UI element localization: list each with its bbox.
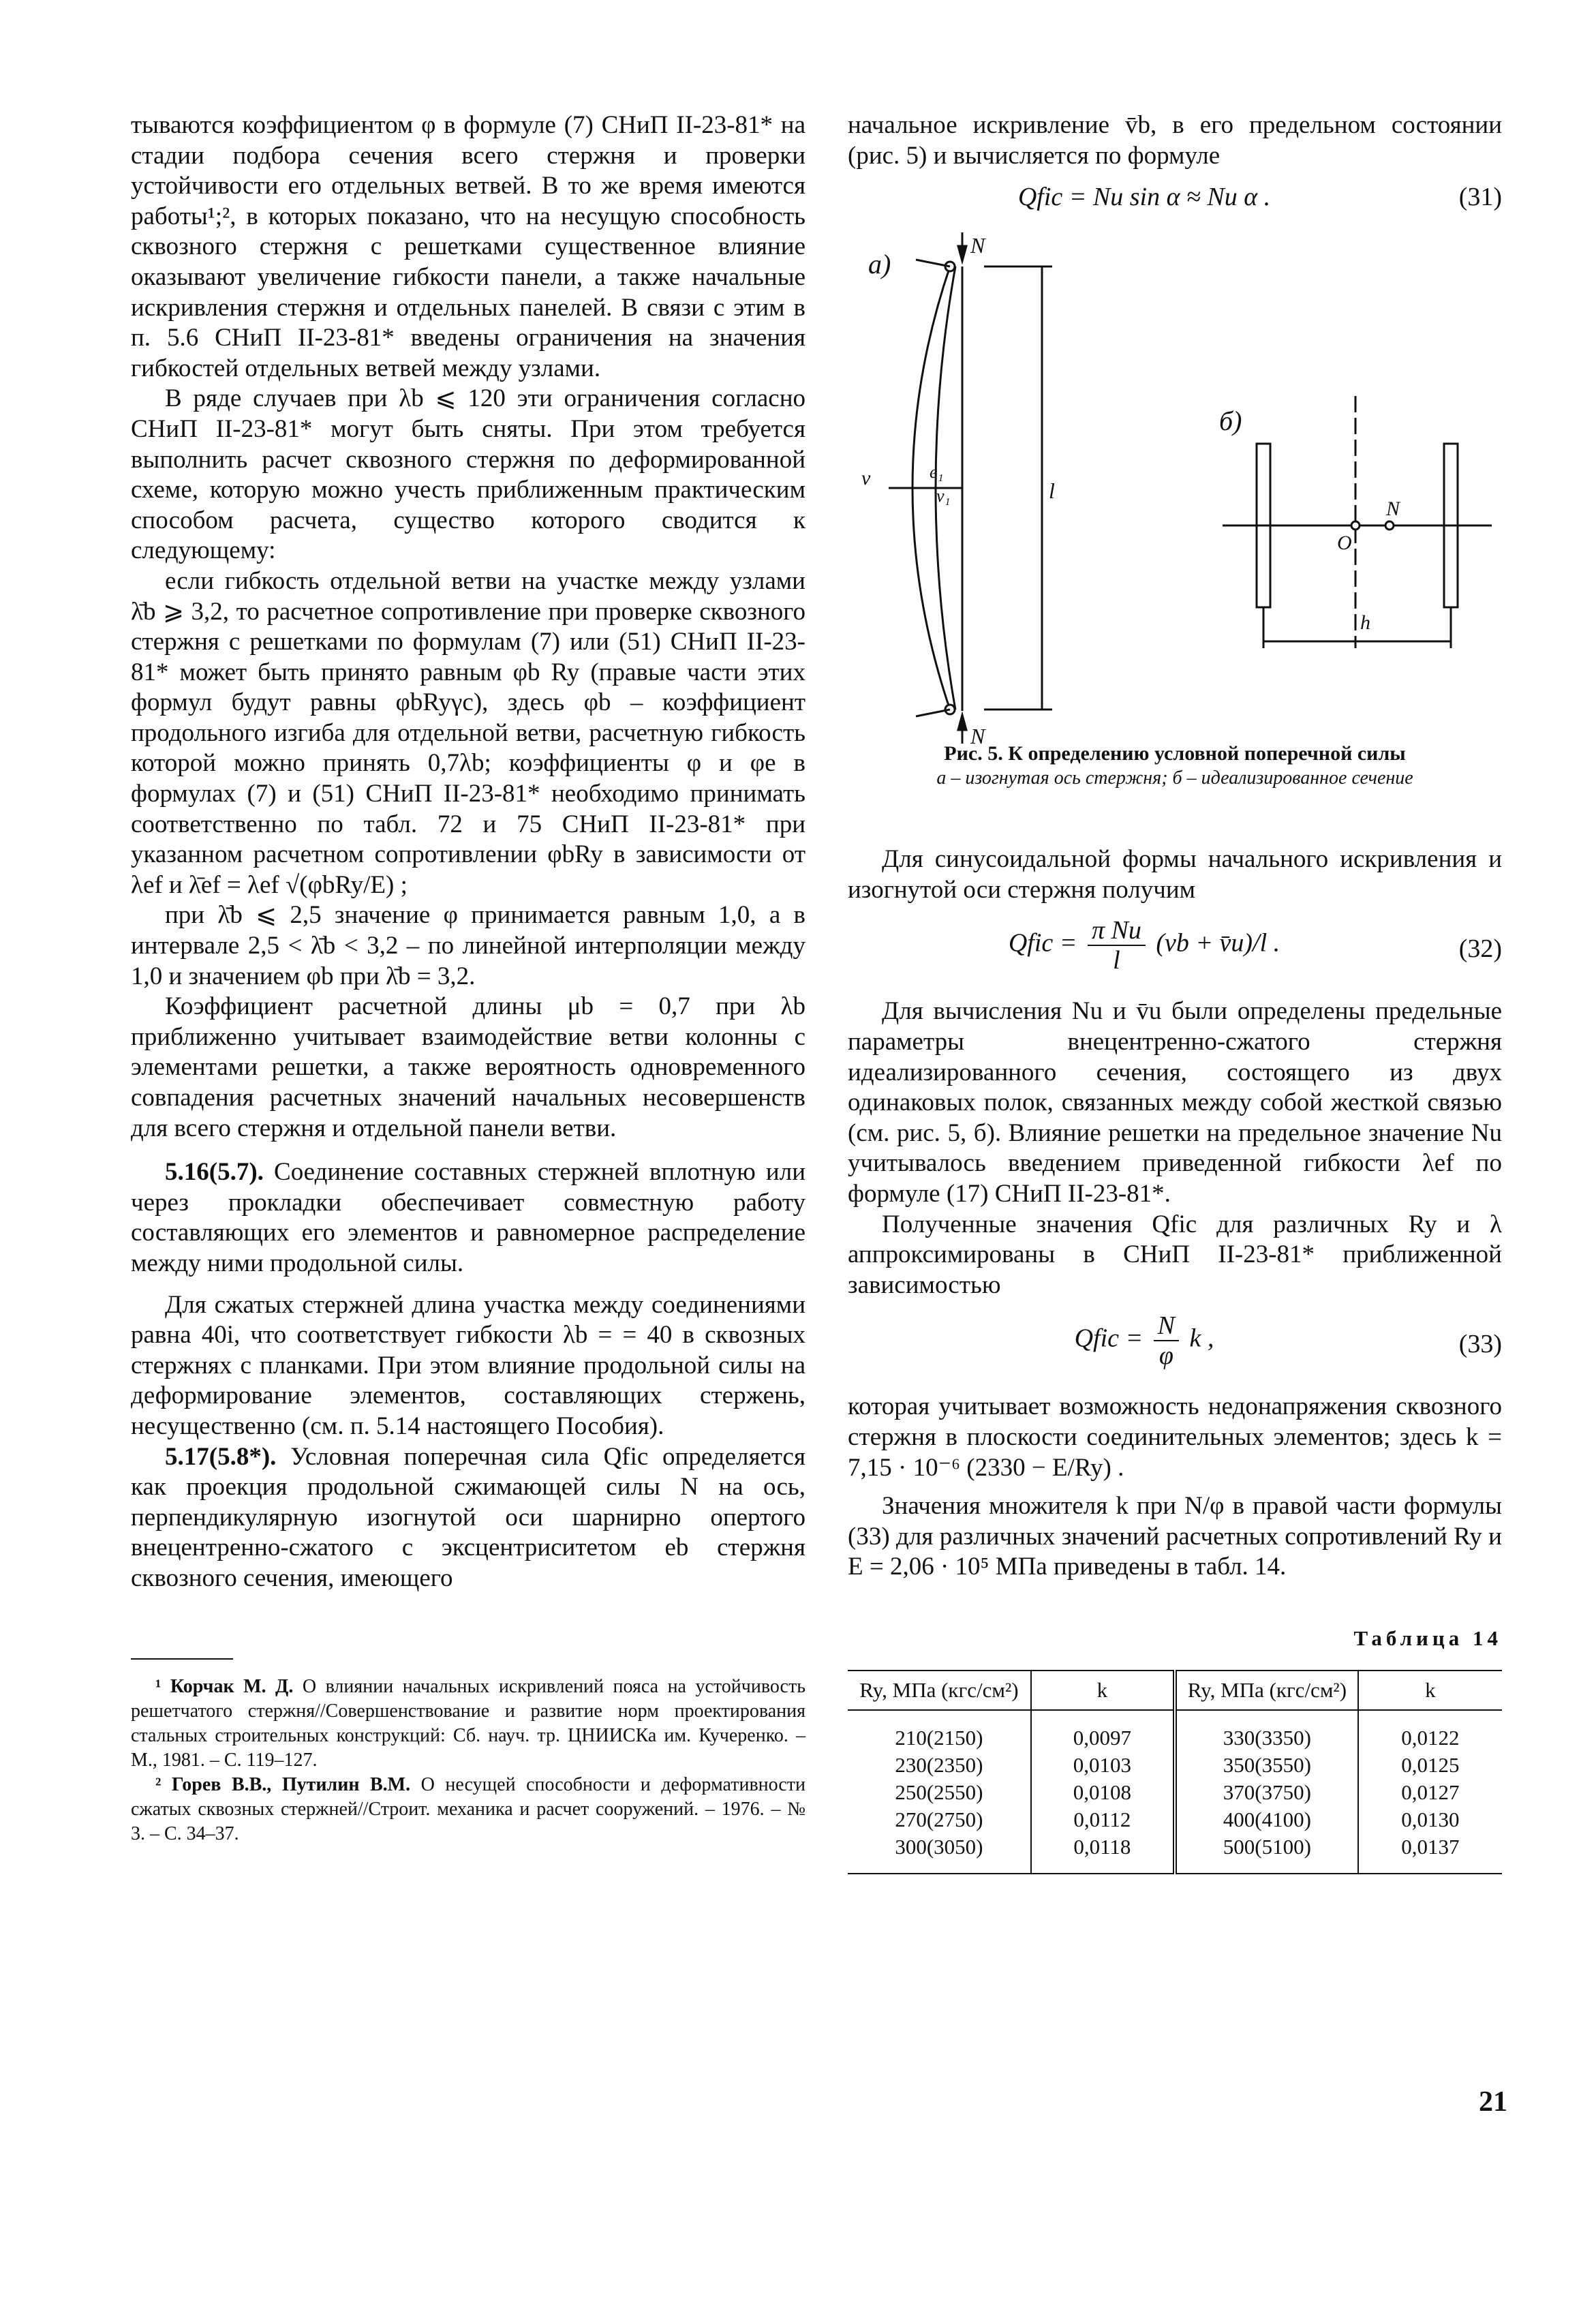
figure-label-a: а) [868,249,891,280]
table-header: k [1031,1671,1175,1710]
table-cell: 400(4100) [1175,1806,1358,1833]
table-header-row [848,1671,1502,1710]
paragraph: при λ̄b ⩽ 2,5 значение φ принимается равным 1,0, а в интервале 2,5 < λ̄b < 3,2 – по линейной интерполяции между 1,0 и значением φb при λ̄b = 3,2. [131,901,805,990]
equation-lhs: Qfic = [1008,929,1077,958]
paragraph: начальное искривление v̄b, в его предельном состоянии (рис. 5) и вычисляется по формуле [848,111,1502,170]
page-number: 21 [1479,2086,1507,2118]
table-row [848,1833,1502,1874]
equation-lhs: Qfic = [1074,1324,1144,1354]
table-cell: 0,0108 [1031,1779,1175,1806]
table-cell: 210(2150) [895,1726,983,1750]
load-point [1385,521,1394,530]
equation-number: (33) [1458,1330,1502,1359]
table-cell: 370(3750) [1175,1779,1358,1806]
figure-5 [848,226,1502,744]
paragraph: Для сжатых стержней длина участка между соединениями равна 40i, что соответствует гибкости λb = = 40 в сквозных стержнях с планками. При этом влияние продольной силы на деформирование элементов, составляющих стержень, несущественно (см. п. 5.14 настоящего Пособия). [131,1290,805,1440]
table-cell: 0,0137 [1358,1833,1502,1874]
footnote-author: ¹ Корчак М. Д. [155,1675,294,1697]
right-column [848,110,1502,1874]
section-number: 5.17(5.8*). [165,1442,277,1471]
table-cell: 0,0097 [1031,1710,1175,1752]
paragraph: если гибкость отдельной ветви на участке между узлами λ̄b ⩾ 3,2, то расчетное сопротивление при проверке сквозного стержня с решетками по формулам (7) или (51) СНиП II-23-81* может быть принято равным φb Ry (правые части этих формул будут равны φbRyγc), здесь φb – коэффициент продольного изгиба для отдельной ветви, расчетную гибкость которой можно принять 0,7λb; коэффициенты φ и φe в формулах (7) и (51) СНиП II-23-81* необходимо принимать соответственно по табл. 72 и 75 СНиП II-23-81* при указанном расчетном сопротивлении φbRy в зависимости от λef и λ̄ef = λef √(φbRy/E) ; [131,566,805,899]
eccentricity-label: e₁ [930,462,944,483]
paragraph: Для вычисления Nu и v̄u были определены предельные параметры внецентренно-сжатого стержня идеализированного сечения, состоящего из двух одинаковых полок, связанных между собой жесткой связью (см. рис. 5, б). Влияние решетки на предельное значение Nu учитывалось введением приведенной гибкости λef по формуле (17) СНиП II-23-81*. [848,997,1502,1208]
table-row [848,1752,1502,1779]
table-header: Ry, МПа (кгс/см²) [848,1671,1031,1710]
paragraph: В ряде случаев при λb ⩽ 120 эти ограничения согласно СНиП II-23-81* могут быть сняты. При этом требуется выполнить расчет сквозного стержня по деформированной схеме, которую можно учесть приближенным практическим способом расчета, существо которого сводится к следующему: [131,384,805,565]
width-label: h [1360,611,1370,635]
table-row [848,1779,1502,1806]
table-cell: 0,0118 [1031,1833,1175,1874]
force-label-top: N [970,233,985,258]
equation-rhs: (vb + v̄u)/l . [1156,929,1280,958]
equation-number: (31) [1458,183,1502,212]
fraction-denominator: φ [1158,1341,1173,1371]
deflection-label-v1: v₁ [936,486,951,506]
fraction [1154,1311,1179,1370]
table-cell: 0,0127 [1358,1779,1502,1806]
table-14 [848,1670,1502,1874]
figure-caption-title: Рис. 5. К определению условной поперечной силы [944,742,1406,765]
paragraph: Для синусоидальной формы начального искривления и изогнутой оси стержня получим [848,845,1502,904]
table-cell: 0,0130 [1358,1806,1502,1833]
footnote-text: О несущей способности и деформативности сжатых сквозных стержней//Строит. механика и расчет сооружений. – 1976. – № 3. – С. 34–37. [131,1773,806,1844]
deflection-label: v [861,467,871,490]
paragraph: которая учитывает возможность недонапряжения сквозного стержня в плоскости соединительных элементов; здесь k = 7,15 · 10⁻⁶ (2330 − E/Ry) . [848,1392,1502,1482]
section-number: 5.16(5.7). [165,1158,264,1187]
fraction-denominator: l [1113,946,1120,975]
arrow-head [958,715,966,730]
paragraph: Полученные значения Qfic для различных Ry и λ аппроксимированы в СНиП II-23-81* приближенной зависимостью [848,1210,1502,1299]
paragraph: Значения множителя k при N/φ в правой части формулы (33) для различных значений расчетных сопротивлений Ry и E = 2,06 · 10⁵ МПа приведены в табл. 14. [848,1492,1502,1581]
length-label: l [1049,478,1055,504]
support-top [916,260,950,266]
table-cell: 270(2750) [895,1808,983,1832]
table-header: k [1358,1671,1502,1710]
section-5-17 [131,1442,805,1594]
footnote-text: О влиянии начальных искривлений пояса на устойчивость решетчатого стержня//Совершенствование и развитие норм проектирования стальных строительных конструкций: Сб. науч. тр. ЦНИИСКа им. Кучеренко. – М., 1981. – С. 119–127. [131,1675,805,1771]
figure-label-b: б) [1219,406,1242,437]
equation-rhs: k , [1189,1324,1214,1354]
table-cell: 0,0125 [1358,1752,1502,1779]
force-label: N [1386,498,1400,521]
left-column [131,110,805,1846]
footnote-2 [131,1773,805,1846]
footnote-1 [131,1675,805,1773]
footnote-divider [131,1658,233,1660]
table-cell: 350(3550) [1175,1752,1358,1779]
center-label: O [1337,532,1352,555]
table-cell: 300(3050) [848,1833,1031,1874]
equation-32 [848,911,1502,991]
table-header: Ry, МПа (кгс/см²) [1175,1671,1358,1710]
figure-caption-subtitle: а – изогнутая ось стержня; б – идеализированное сечение [936,767,1413,789]
table-cell: 0,0122 [1358,1710,1502,1752]
equation-number: (32) [1458,934,1502,964]
section-5-16 [131,1157,805,1279]
equation-expression: Qfic = Nu sin α ≈ Nu α . [1017,183,1271,212]
force-label-bottom: N [970,724,985,744]
center-point [1351,521,1360,530]
figure-part-a [861,232,1055,744]
table-label: Таблица 14 [1353,1626,1502,1650]
table-row [848,1806,1502,1833]
table-cell: 0,0112 [1031,1806,1175,1833]
fraction [1088,916,1146,975]
table-cell: 250(2550) [895,1780,983,1805]
table-cell: 330(3350) [1175,1710,1358,1752]
equation-33 [848,1306,1502,1386]
section-text: Условная поперечная сила Qfic определяется как проекция продольной сжимающей силы N на ось, перпендикулярную изогнутой оси шарнирно опертого внецентренно-сжатого с эксцентриситетом eb стержня сквозного сечения, имеющего [131,1442,805,1592]
figure-part-b [1219,396,1492,648]
table-cell: 0,0103 [1031,1752,1175,1779]
footnote-author: ² Горев В.В., Путилин В.М. [155,1773,411,1795]
support-bottom [916,710,950,716]
fraction-numerator: π Nu [1088,916,1146,946]
table-cell: 500(5100) [1175,1833,1358,1874]
paragraph: Коэффициент расчетной длины μb = 0,7 при λb приближенно учитывает взаимодействие ветви колонны с элементами решетки, а также вероятность одновременного совпадения расчетных значений начальных несовершенств для всего стержня и отдельной панели ветви. [131,992,805,1142]
paragraph: тываются коэффициентом φ в формуле (7) СНиП II-23-81* на стадии подбора сечения всего стержня и проверки устойчивости его отдельных ветвей. В то же время имеются работы¹;², в которых показано, что на несущую способность сквозного стержня с решетками существенное влияние оказывают увеличение гибкости панели, а также начальные искривления стержня и отдельных панелей. В связи с этим в п. 5.6 СНиП II-23-81* введены ограничения на значения гибкостей отдельных ветвей между узлами. [131,111,805,382]
fraction-numerator: N [1154,1311,1179,1341]
table-row [848,1710,1502,1752]
equation-31 [848,177,1502,220]
table-cell: 230(2350) [895,1753,983,1778]
section-text: Соединение составных стержней вплотную или через прокладки обеспечивает совместную работу составляющих его элементов и равномерное распределение между ними продольной силы. [131,1158,805,1277]
arrow-head [958,246,966,261]
